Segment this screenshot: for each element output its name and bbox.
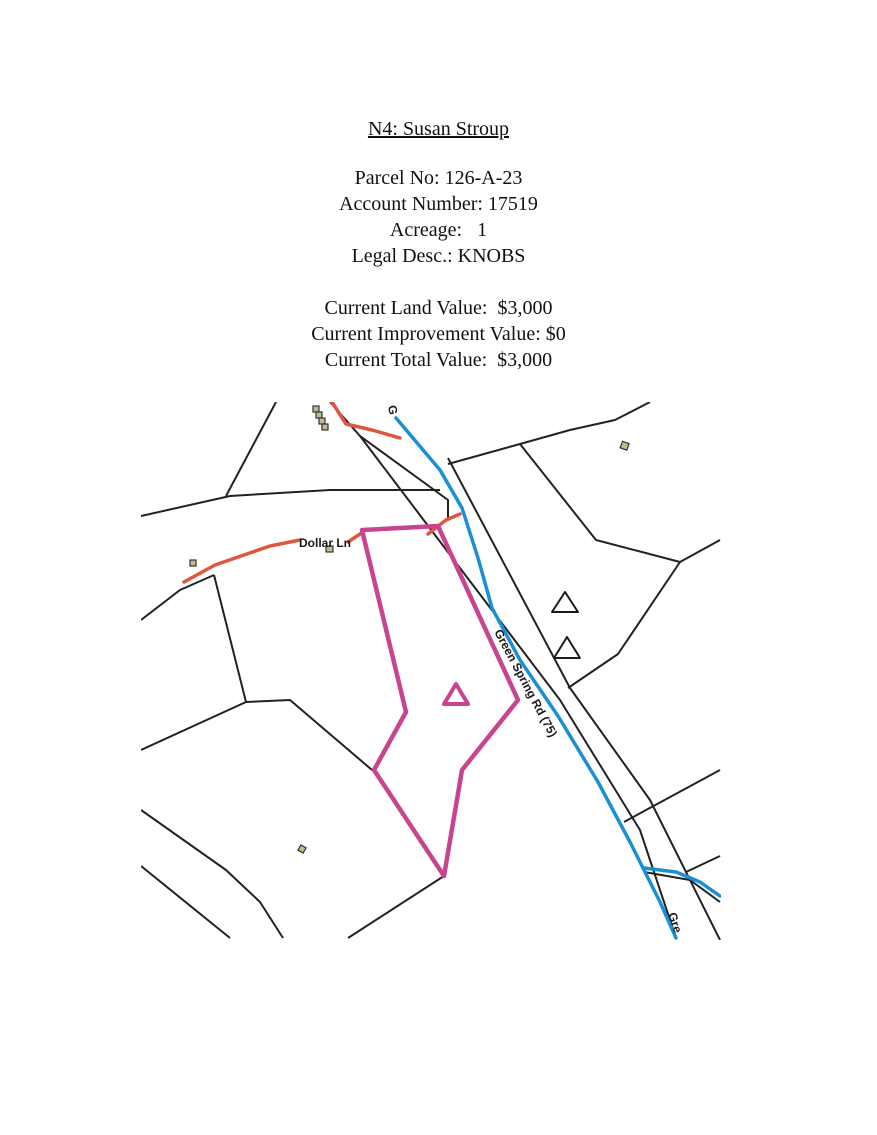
current-land-value: Current Land Value: $3,000 <box>324 297 553 319</box>
legal-description: Legal Desc.: KNOBS <box>351 245 526 267</box>
boundary-line <box>360 436 676 938</box>
boundary-line <box>141 810 283 938</box>
boundary-line <box>686 856 720 872</box>
structure-marker-icon <box>298 845 306 853</box>
boundary-line <box>348 876 444 938</box>
acreage: Acreage: 1 <box>389 219 488 241</box>
boundary-line <box>226 402 276 496</box>
structure-marker-icon <box>190 560 196 566</box>
boundary-line <box>624 770 720 822</box>
triangle-icon <box>552 592 578 612</box>
green-spring-rd-label: Green Spring Rd (75) <box>491 626 561 740</box>
boundary-line <box>568 562 680 688</box>
boundary-line <box>448 458 720 940</box>
boundary-line <box>141 575 214 620</box>
structure-marker-icon <box>620 441 629 450</box>
boundary-line <box>246 700 372 770</box>
parcel-number: Parcel No: 126-A-23 <box>354 167 523 189</box>
subject-parcel-outline <box>362 526 518 876</box>
account-number: Account Number: 17519 <box>339 193 538 215</box>
owner-title: N4: Susan Stroup <box>367 118 510 140</box>
green-spring-rd <box>396 418 676 938</box>
current-total-value: Current Total Value: $3,000 <box>324 349 553 371</box>
structure-marker-icon <box>316 412 322 418</box>
structure-marker-icon <box>319 418 325 424</box>
parcel-map <box>141 402 721 940</box>
dollar-ln-road <box>184 540 300 582</box>
subject-parcel-triangle-icon <box>444 684 468 704</box>
parcel-info-header <box>0 118 877 373</box>
current-improvement-value: Current Improvement Value: $0 <box>311 323 566 345</box>
structure-marker-icon <box>322 424 328 430</box>
gre-road-fragment-label: Gre <box>665 910 685 935</box>
boundary-line <box>141 490 440 516</box>
structure-marker-icon <box>313 406 319 412</box>
parcel-map-svg <box>141 402 721 940</box>
boundary-line <box>141 575 246 750</box>
dollar-ln-label: Dollar Ln <box>299 536 352 550</box>
triangle-icon <box>554 637 580 658</box>
boundary-line <box>520 444 720 562</box>
boundary-line <box>141 866 230 938</box>
boundary-line <box>448 402 650 464</box>
g-road-fragment-label: G <box>385 404 401 416</box>
connector-road <box>428 514 460 534</box>
